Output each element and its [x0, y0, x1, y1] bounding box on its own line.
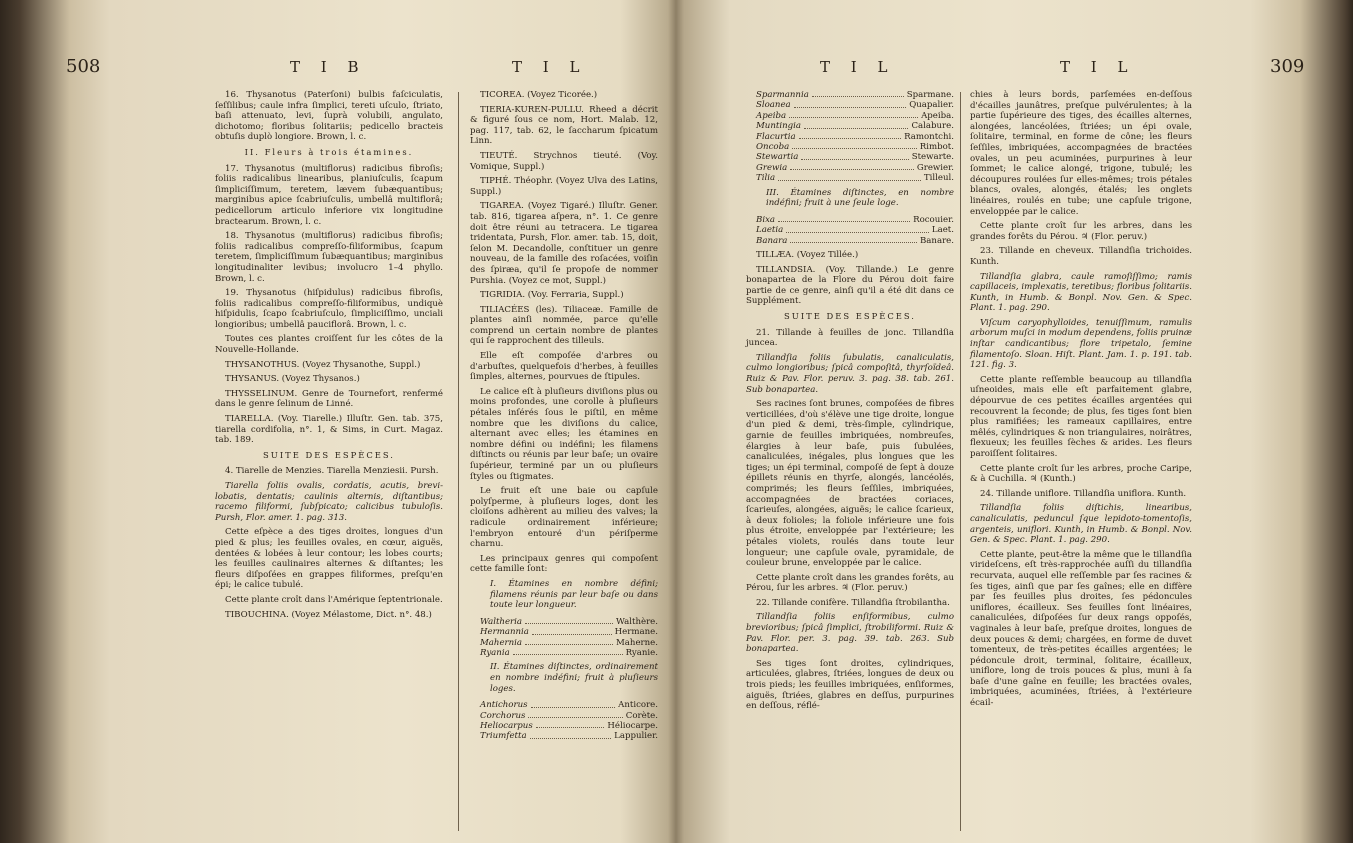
- genus-french: Rimbot.: [919, 142, 954, 153]
- genus-french: Laet.: [931, 225, 954, 236]
- genus-latin: Ryania: [480, 647, 510, 658]
- right-running-head-2: T I L: [1060, 58, 1136, 76]
- species-diagnosis: Tillandſia glabra, caule ramoſiſſimo; ramis capillaceis, implexatis, teretibus; floribus ſolitariis. Kunth, in Humb. & Bonpl. Nov. Gen. & Spec. Plant. 1. pag. 290.: [970, 271, 1192, 314]
- entry-tieute: TIEUTÉ. Strychnos tieuté. (Voy. Vomique, Suppl.): [470, 150, 658, 172]
- species-diagnosis: Tiarella foliis ovalis, cordatis, acutis, brevi-lobatis, dentatis; caulinis alternis, diſtantibus; racemo filiformi, ſubſpicato; calicibus tubuloſis. Pursh, Flor. amer. 1. pag. 313.: [215, 481, 443, 523]
- entry-tigridia: TIGRIDIA. (Voy. Ferraria, Suppl.): [480, 290, 624, 301]
- genus-french: Quapalier.: [909, 100, 954, 111]
- genus-french: Anticore.: [618, 700, 658, 711]
- species-diagnosis: Tillandſia foliis diſtichis, linearibus, canaliculatis, peduncul ſque lepidoto-tomentoſis, argenteis, uniflori. Kunth, in Humb. & Bonpl. Nov. Gen. & Spec. Plant. 1. pag. 290.: [970, 503, 1192, 546]
- genus-latin: Corchorus: [480, 710, 526, 721]
- paragraph: Cette eſpèce a des tiges droites, longues d'un pied & plus; les feuilles ovales, en cœur, aiguës, dentées & lobées à leur contour; les lobes courts; les feuilles caulinaires alternes & diſtantes; les fleurs diſpoſées en grappes filiformes, preſqu'en épi; le calice tubulé.: [215, 527, 443, 591]
- genus-french: Héliocarpe.: [607, 720, 658, 731]
- genus-latin: Triumfetta: [480, 731, 527, 742]
- right-page-number: 309: [1270, 56, 1305, 77]
- entry-24: 24. Tillande uniflore. Tillandſia uniflora. Kunth.: [980, 488, 1187, 499]
- genus-list: [480, 700, 658, 742]
- entry-22: 22. Tillande conifère. Tillandſia ſtrobilantha.: [756, 597, 950, 608]
- entry-21: 21. Tillande à feuilles de jonc. Tillandſia juncea.: [746, 327, 954, 349]
- paragraph: Cette plante, peut-être la même que le tillandſia virideſcens, eſt très-rapprochée auſſi du tillandſia recurvata, auquel elle reſſemble par ſes racines & ſes tiges, ainſi que par ſes gaînes; elle en diffère par ſes feuilles plus droites, ſes pédoncules uniflores, écailleux. Ses feuilles ſont linéaires, canaliculées, diſpoſées ſur deux rangs oppoſés, vaginales à leur baſe, preſque droites, longues de deux pouces & demi; chargées, en forme de duvet tomenteux, de très-petites écailles argentées; le pédoncule droit, terminal, ſolitaire, écailleux, uniflore, long de trois pouces & plus, muni à ſa baſe d'une gaîne en feuille; les bractées ovales, imbriquées, acuminées, ſtriées, à l'extérieure écail-: [970, 549, 1192, 709]
- entry-23: 23. Tillande en cheveux. Tillandſia trichoides. Kunth.: [970, 246, 1192, 267]
- paragraph: Les principaux genres qui compoſent cette famille ſont:: [470, 553, 658, 575]
- right-running-head-1: T I L: [820, 58, 896, 76]
- genus-list: [756, 215, 954, 246]
- entry-4: 4. Tiarelle de Menzies. Tiarella Menziesii. Pursh.: [225, 466, 439, 477]
- genus-latin: Grewia: [756, 162, 788, 173]
- paragraph: Le fruit eſt une baie ou capſule polyſperme, à pluſieurs loges, dont les cloiſons adhèrent au milieu des valves; la radicule ordinairement inférieure; l'embryon entouré d'un périſperme charnu.: [470, 486, 658, 550]
- genus-french: Grewier.: [916, 162, 954, 173]
- section-heading: SUITE DES ESPÈCES.: [263, 449, 395, 460]
- genus-latin: Antichorus: [480, 700, 528, 711]
- genus-latin: Laetia: [756, 225, 784, 236]
- paragraph: chies à leurs bords, parſemées en-deſſous d'écailles jaunâtres, preſque pulvérulentes; à la partie ſupérieure des tiges, des écailles alternes, alongées, lancéolées, ſtriées; un épi ovale, ſolitaire, terminal, en forme de cône; les fleurs ſeſſiles, imbriquées, accompagnées de bractées ovales, un peu acuminées, purpurines à leur ſommet; le calice alongé, trigone, tubulé; les découpures roulées ſur elles-mêmes; trois pétales blancs, ovales, alongés, étalés; les onglets linéaires, roulés en tube; une capſule trigone, enveloppée par le calice.: [970, 90, 1192, 217]
- genus-french: Hermane.: [614, 627, 658, 638]
- genus-french: Banare.: [919, 235, 954, 246]
- genus-latin: Hermannia: [480, 627, 529, 638]
- list-item: [480, 648, 658, 658]
- genus-french: Sparmane.: [906, 90, 954, 100]
- genus-latin: Bixa: [756, 214, 776, 225]
- list-item: [480, 700, 658, 710]
- genus-french: Stewarte.: [911, 152, 954, 163]
- genus-french: Tilleul.: [923, 173, 954, 184]
- list-item: [756, 121, 954, 131]
- paragraph: Le calice eſt à pluſieurs diviſions plus ou moins profondes, une corolle à pluſieurs pétales inſérés ſous le piſtil, en même nombre que les diviſions du calice, alternant avec elles; les étamines en nombre défini ou indéfini; les filamens diſtincts ou réunis par leur baſe; un ovaire ſupérieur, terminé par un ou pluſieurs ſtyles ou ſtigmates.: [470, 386, 658, 482]
- paragraph: Toutes ces plantes croiſſent ſur les côtes de la Nouvelle-Hollande.: [215, 334, 443, 356]
- left-running-head-1: T I B: [290, 58, 367, 76]
- list-item: [480, 711, 658, 721]
- genus-french: Apeiba.: [921, 110, 954, 121]
- group-heading: III. Étamines diſtinctes, en nombre indéfini; fruit à une ſeule loge.: [766, 187, 954, 209]
- left-column-1: [215, 90, 443, 624]
- list-item: [756, 90, 954, 100]
- left-column-2: [470, 90, 658, 746]
- list-item: [756, 163, 954, 173]
- paragraph: Cette plante croît ſur les arbres, proche Caripe, & à Cuchilla. ♃ (Kunth.): [970, 463, 1192, 485]
- paragraph: Ses racines ſont brunes, compoſées de fibres verticillées, d'où s'élève une tige droite, longue d'un pied & demi, très-ſimple, cylindrique, garnie de feuilles imbriquées, nombreuſes, élargies à leur baſe, puis ſubulées, canaliculées, inégales, plus longues que les tiges; un épi terminal, compoſé de ſept à douze épillets réunis en thyrſe, alongés, lancéolés, comprimés; les fleurs ſeſſiles, imbriquées, accompagnées de bractées coriaces, ſcarieuſes, alongées, aiguës; le calice ſcarieux, à deux folioles; la foliole inférieure une fois plus étroite, enveloppée par l'extérieure; les pétales violets, roulés dans toute leur longueur; une capſule ovale, pyramidale, de couleur brune, enveloppée par le calice.: [746, 399, 954, 569]
- right-column-1: [746, 90, 954, 716]
- entry-tiphe: TIPHÉ. Théophr. (Voyez Ulva des Latins, Suppl.): [470, 176, 658, 197]
- genus-latin: Flacurtia: [756, 131, 796, 142]
- genus-french: Lappulier.: [614, 731, 658, 742]
- entry-tiliacees: TILIACÉES (les). Tiliaceæ. Famille de plantes ainſi nommée, parce qu'elle comprend un certain nombre de plantes qui ſe rapprochent des tilleuls.: [470, 304, 658, 347]
- entry-18: 18. Thysanotus (multiflorus) radicibus fibroſis; foliis radicalibus compreſſo-filiformibus, ſcapum teretem, ſimpliciſſimum ſubæquantibus; marginibus longitudinaliter levibus; involucro 1–4 phyllo. Brown, l. c.: [215, 231, 443, 284]
- genus-latin: Muntingia: [756, 121, 801, 132]
- list-item: [756, 132, 954, 142]
- entry-thysanus: THYSANUS. (Voyez Thysanos.): [225, 374, 360, 385]
- species-synonym: Viſcum caryophylloides, tenuiſſimum, ramulis arborum muſci in modum dependens, foliis pruinæ inſtar candicantibus; flore tripetalo, ſemine filamentoſo. Sloan. Hiſt. Plant. Jam. 1. p. 191. tab. 121. fig. 3.: [970, 317, 1192, 371]
- genus-latin: Tilia: [756, 173, 776, 184]
- list-item: [480, 731, 658, 741]
- list-item: [480, 627, 658, 637]
- genus-french: Ramontchi.: [904, 131, 954, 142]
- list-item: [480, 638, 658, 648]
- genus-french: Maherne.: [615, 637, 658, 648]
- paragraph: Ses tiges ſont droites, cylindriques, articulées, glabres, ſtriées, longues de deux ou trois pieds; les feuilles imbriquées, enſiformes, aiguës, ſtriées, glabres en deſſus, purpurines en deſſous, réflé-: [746, 658, 954, 712]
- entry-19: 19. Thysanotus (hiſpidulus) radicibus fibroſis, foliis radicalibus compreſſo-filiformibus, undiquè hiſpidulis, ſcapo ſcabriuſculo, ſimpliciſſimo, unciali longioribus; umbellâ pauciflorâ. Brown, l. c.: [215, 288, 443, 330]
- genus-french: Calabure.: [911, 121, 954, 132]
- section-heading: II. Fleurs à trois étamines.: [244, 146, 414, 157]
- genus-latin: Waltheria: [480, 616, 523, 627]
- paragraph: Cette plante croît dans l'Amérique ſeptentrionale.: [225, 594, 443, 605]
- species-diagnosis: Tillandſia foliis ſubulatis, canaliculatis, culmo longioribus; ſpicâ compoſitâ, thyrſoïdeâ. Ruiz & Pav. Flor. peruv. 3. pag. 38. tab. 261. Sub bonapartea.: [746, 352, 954, 395]
- left-running-head-2: T I L: [512, 58, 588, 76]
- group-heading: II. Étamines diſtinctes, ordinairement en nombre indéfini; fruit à pluſieurs loges.: [490, 662, 658, 694]
- paragraph: Cette plante croît dans les grandes forêts, au Pérou, ſur les arbres. ♃ (Flor. peruv.): [746, 572, 954, 594]
- list-item: [756, 225, 954, 235]
- list-item: [756, 173, 954, 183]
- group-heading: I. Étamines en nombre défini; filamens réunis par leur baſe ou dans toute leur longueur.: [490, 578, 658, 611]
- genus-latin: Sparmannia: [756, 90, 809, 100]
- list-item: [756, 215, 954, 225]
- genus-french: Rocouier.: [913, 214, 954, 225]
- list-item: [480, 617, 658, 627]
- genus-latin: Stewartia: [756, 152, 799, 163]
- genus-latin: Apeiba: [756, 110, 787, 121]
- list-item: [756, 142, 954, 152]
- section-heading: SUITE DES ESPÈCES.: [784, 311, 916, 322]
- left-page: [0, 60, 672, 843]
- species-diagnosis: Tillandſia foliis enſiformibus, culmo brevioribus; ſpicâ ſimplici, ſtrobiliformi. Ruiz & Pav. Flor. per. 3. pag. 39. tab. 263. Sub bonapartea.: [746, 612, 954, 655]
- right-page: [684, 60, 1353, 843]
- paragraph: Cette plante reſſemble beaucoup au tillandſia uſneoides, mais elle eſt parfaitement glabre, dépourvue de ces petites écailles argentées qui recouvrent la ſeconde; de plus, ſes tiges ſont bien plus ramifiées; les rameaux capillaires, entre mêlés, cylindriques & non triangulaires, noirâtres, flexueux; les feuilles ſèches & arides. Les fleurs paroiſſent ſolitaires.: [970, 374, 1192, 459]
- list-item: [756, 111, 954, 121]
- entry-thysselinum: THYSSELINUM. Genre de Tournefort, renfermé dans le genre ſelinum de Linné.: [215, 388, 443, 410]
- entry-tillandsia: TILLANDSIA. (Voy. Tillande.) Le genre bonapartea de la Flore du Pérou doit faire partie de ce genre, ainſi qu'il a été dit dans ce Supplément.: [746, 264, 954, 307]
- list-item: [756, 152, 954, 162]
- paragraph: Elle eſt compoſée d'arbres ou d'arbuſtes, quelquefois d'herbes, à feuilles ſimples, alternes, pourvues de ſtipules.: [470, 351, 658, 383]
- list-item: [756, 100, 954, 110]
- entry-tieria: TIERIA-KUREN-PULLU. Rheed a décrit & figuré ſous ce nom, Hort. Malab. 12, pag. 117, tab. 62, le ſaccharum ſpicatum Linn.: [470, 104, 658, 147]
- genus-list: [480, 617, 658, 659]
- entry-tigarea: TIGAREA. (Voyez Tigaré.) Illuſtr. Gener. tab. 816, tigarea aſpera, n°. 1. Ce genre doit être réuni au tetracera. Le tigarea tridentata, Pursh, Flor. amer. tab. 15, doit, ſelon M. Decandolle, conſtituer un genre nouveau, de la famille des roſacées, voiſin des ſpiræa, qu'il ſe propoſe de nommer Purshia. (Voyez ce mot, Suppl.): [470, 201, 658, 286]
- genus-french: Corète.: [625, 710, 658, 721]
- list-item: [480, 721, 658, 731]
- entry-tillaea: TILLÆA. (Voyez Tillée.): [756, 250, 859, 261]
- entry-ticorea: TICOREA. (Voyez Ticorée.): [480, 90, 598, 100]
- genus-latin: Heliocarpus: [480, 720, 533, 731]
- genus-latin: Mahernia: [480, 637, 523, 648]
- paragraph: Cette plante croît ſur les arbres, dans les grandes forêts du Pérou. ♃ (Flor. peruv.): [970, 221, 1192, 242]
- left-page-number: 508: [66, 56, 101, 77]
- genus-latin: Banara: [756, 235, 788, 246]
- genus-french: Walthère.: [616, 616, 658, 627]
- entry-tibouchina: TIBOUCHINA. (Voyez Mélastome, Dict. n°. 48.): [225, 609, 432, 620]
- genus-list: [756, 90, 954, 184]
- entry-17: 17. Thysanotus (multiflorus) radicibus fibroſis; foliis radicalibus linearibus, planiuſculis, ſcapum ſimpliciſſimum, teretem, lævem ſubæquantibus; marginibus apice ſcabriuſculis, umbellâ multiflorâ; pedicellorum articulo inferiore vix longitudine bractearum. Brown, l. c.: [215, 163, 443, 227]
- right-column-2: [970, 90, 1192, 713]
- genus-latin: Oncoba: [756, 142, 790, 153]
- list-item: [756, 236, 954, 246]
- genus-french: Ryanie.: [625, 647, 658, 658]
- entry-16: 16. Thysanotus (Paterſoni) bulbis faſciculatis, ſeſſilibus; caule infra ſimplici, tereti uſculo, ſtriato, baſi attenuato, levi, ſuprà volubili, angulato, dichotomo; floribus ſolitariis; pedicello bracteis obtuſis duplò longiore. Brown, l. c.: [215, 90, 443, 143]
- entry-tiarella: TIARELLA. (Voy. Tiarelle.) Illuſtr. Gen. tab. 375, tiarella cordifolia, n°. 1, & Sims, in Curt. Magaz. tab. 189.: [215, 414, 443, 446]
- genus-latin: Sloanea: [756, 100, 791, 111]
- entry-thysanothus: THYSANOTHUS. (Voyez Thysanothe, Suppl.): [225, 359, 421, 370]
